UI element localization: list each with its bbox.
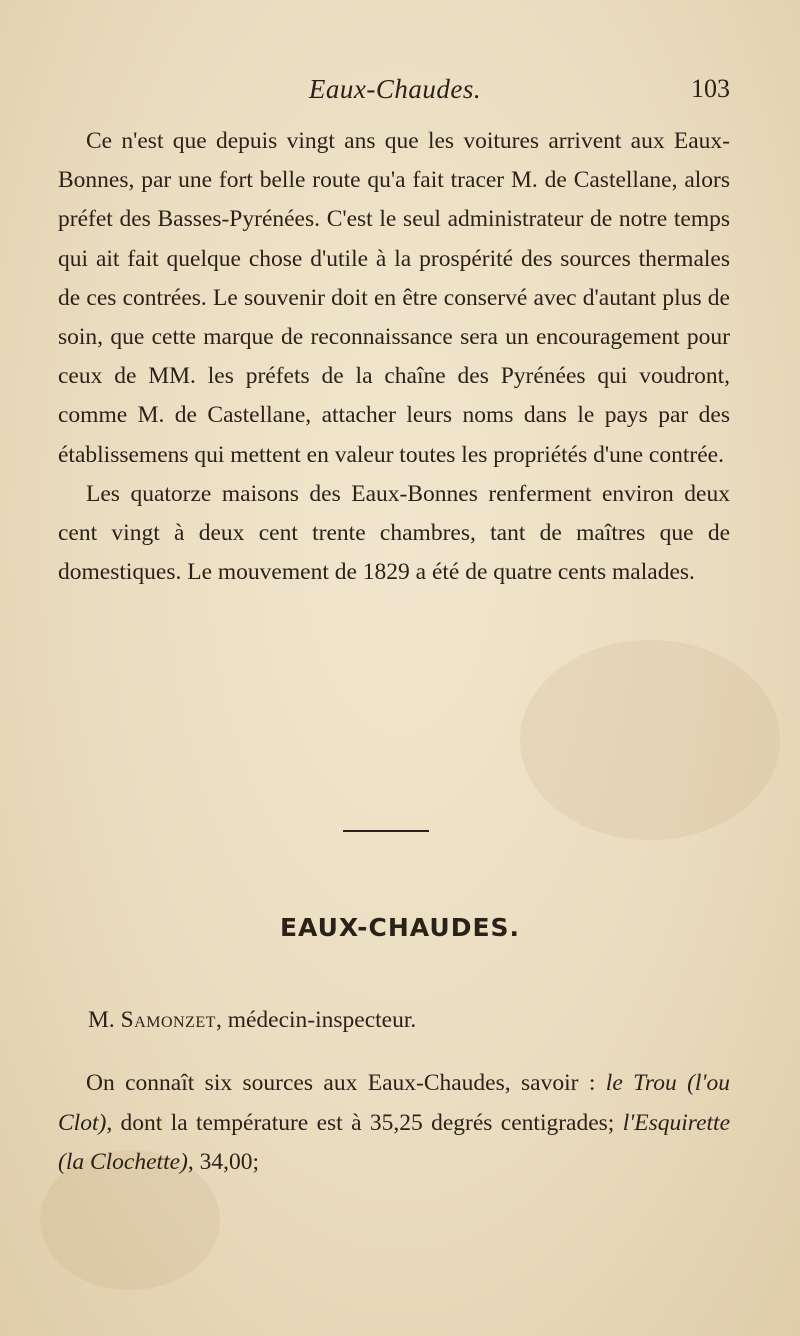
final-paragraph [58,1064,730,1183]
page-number: 103 [691,74,730,103]
paragraph-part: , dont la température est à 35,25 degrés centigrades; [106,1109,615,1136]
body-text [58,122,730,592]
section-divider-rule [343,830,429,832]
source-name: le Trou [605,1070,677,1096]
source-name: l'Esquirette [622,1109,730,1136]
source-alt-name: (la Clochette) [58,1149,188,1175]
running-head [60,74,730,108]
running-title: Eaux-Chaudes. [308,74,482,104]
inspector-line [88,1007,416,1034]
paragraph: Ce n'est que depuis vingt ans que les voitures arrivent aux Eaux-Bonnes, par une fort belle route qu'a fait tracer M. de Castellane, alors préfet des Basses-Pyrénées. C'est le seul administrateur de notre temps qui ait fait quelque chose d'utile à la prospérité des sources thermales de ces contrées. Le souvenir doit en être conservé avec d'autant plus de soin, que cette marque de reconnaissance sera un encouragement pour ceux de MM. les préfets de la chaîne des Pyrénées qui voudront, comme M. de Castellane, attacher leurs noms dans le pays par des établissemens qui mettent en valeur toutes les propriétés d'une contrée. [58,128,730,468]
foxing-spot [520,640,780,840]
paragraph [58,1064,730,1183]
source-alt-name: (l'ou Clot) [58,1070,730,1136]
inspector-role: , médecin-inspecteur. [215,1007,417,1033]
inspector-prefix: M. [88,1007,115,1033]
section-title: EAUX-CHAUDES. [279,913,521,942]
inspector-name: Samonzet [120,1007,216,1033]
paragraph: Les quatorze maisons des Eaux-Bonnes renferment environ deux cent vingt à deux cent trente chambres, tant de maîtres que de domestiques. Le mouvement de 1829 a été de quatre cents malades. [58,480,730,586]
paragraph-part: , 34,00; [187,1149,260,1175]
paragraph-part: On connaît six sources aux Eaux-Chaudes, savoir : [86,1070,596,1096]
